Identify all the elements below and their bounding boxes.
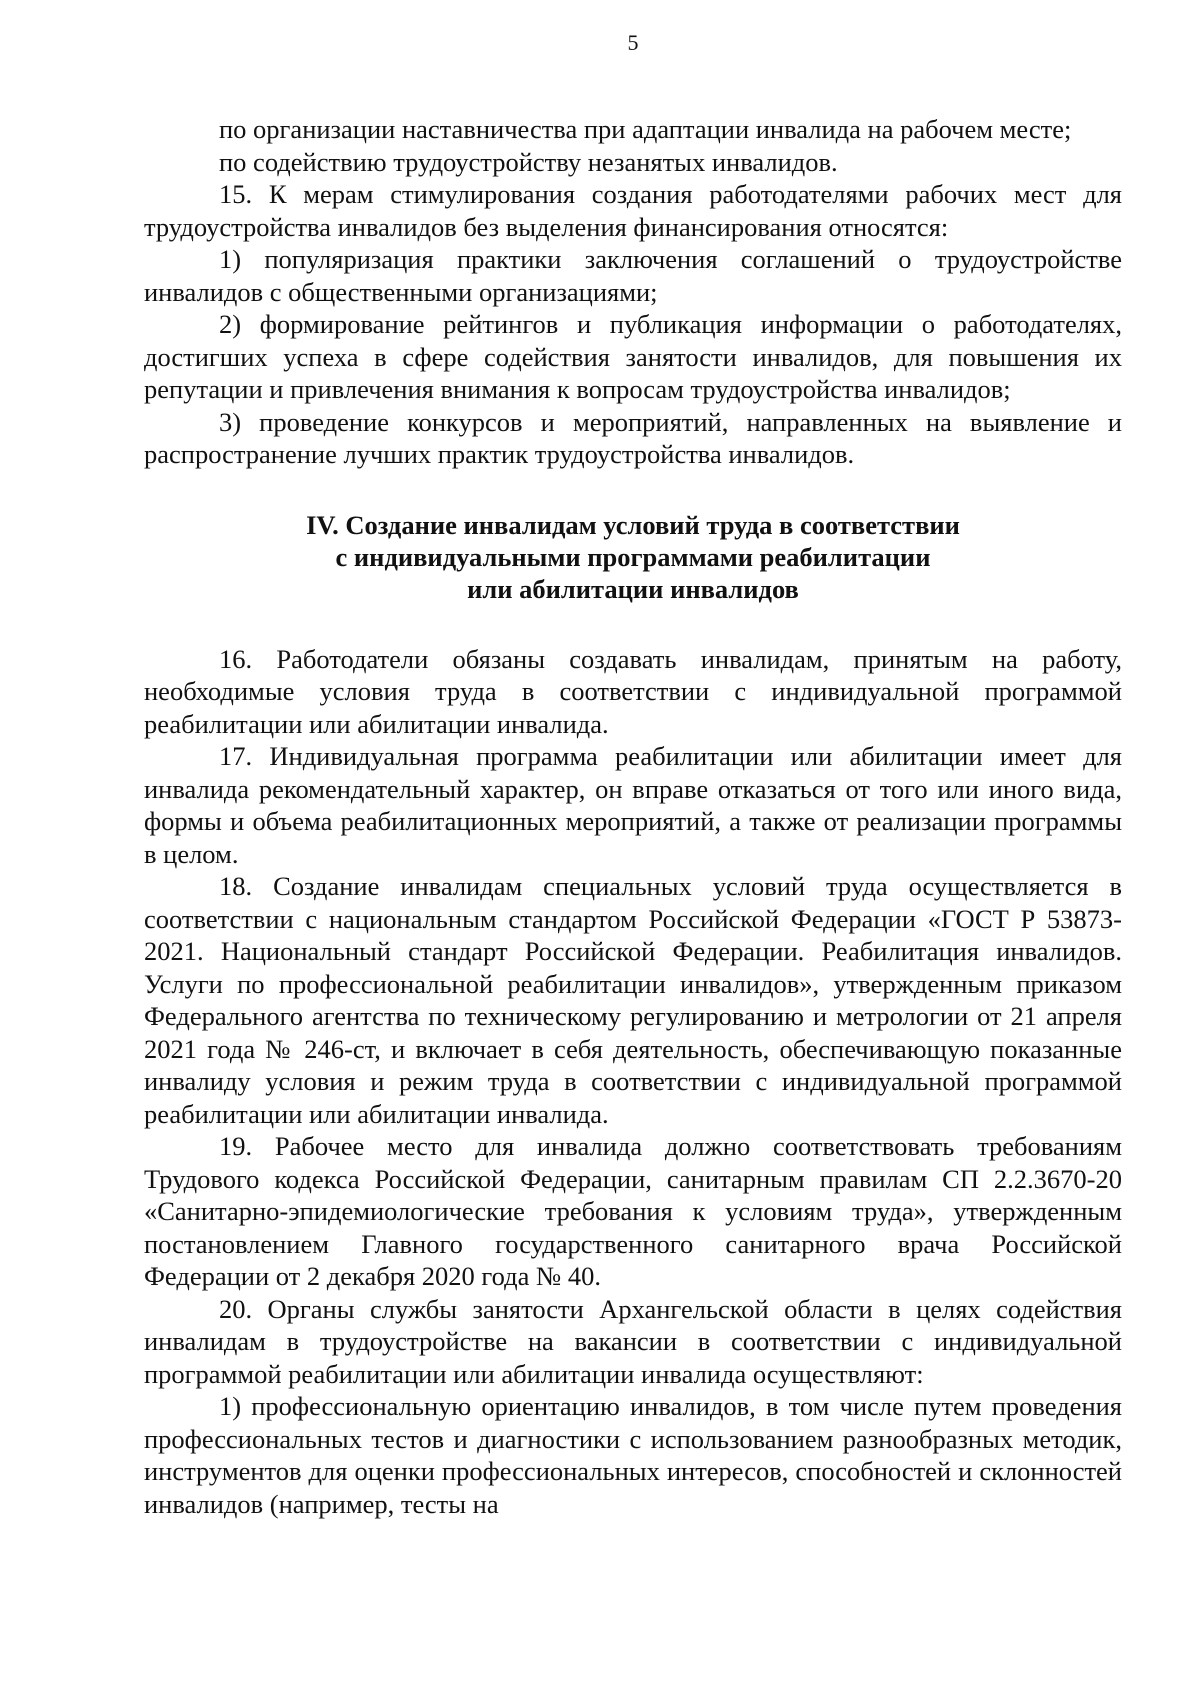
paragraph-18: 18. Создание инвалидам специальных условий труда осуществляется в соответствии с национальным стандартом Российской Федерации «ГОСТ Р 53873-2021. Национальный стандарт Российской Федерации. Реабилитация инвалидов. Услуги по профессиональной реабилитации инвалидов», утвержденным приказом Федерального агентства по техническому регулированию и метрологии от 21 апреля 2021 года № 246-ст, и включает в себя деятельность, обеспечивающую показанные инвалиду условия и режим труда в соответствии с индивидуальной программой реабилитации или абилитации инвалида. xyxy=(144,871,1122,1129)
paragraph-employment-assistance: по содействию трудоустройству незанятых инвалидов. xyxy=(219,146,838,177)
paragraph-15: 15. К мерам стимулирования создания работодателями рабочих мест для трудоустройства инвалидов без выделения финансирования относятся: xyxy=(144,179,1122,242)
section-heading xyxy=(144,509,1122,605)
paragraph-19: 19. Рабочее место для инвалида должно соответствовать требованиям Трудового кодекса Российской Федерации, санитарным правилам СП 2.2.3670-20 «Санитарно-эпидемиологические требования к условиям труда», утвержденным постановлением Главного государственного санитарного врача Российской Федерации от 2 декабря 2020 года № 40. xyxy=(144,1131,1122,1291)
page-number: 5 xyxy=(627,30,639,55)
section-heading-line-3: или абилитации инвалидов xyxy=(467,573,799,604)
paragraph-15-item-1: 1) популяризация практики заключения соглашений о трудоустройстве инвалидов с общественными организациями; xyxy=(144,244,1122,307)
section-heading-line-1: IV. Создание инвалидам условий труда в соответствии xyxy=(306,509,960,540)
paragraph-17: 17. Индивидуальная программа реабилитации или абилитации имеет для инвалида рекомендательный характер, он вправе отказаться от того или иного вида, формы и объема реабилитационных мероприятий, а также от реализации программы в целом. xyxy=(144,741,1122,869)
section-heading-line-2: с индивидуальными программами реабилитации xyxy=(335,541,931,572)
document-body xyxy=(144,113,1122,1520)
paragraph-mentoring: по организации наставничества при адаптации инвалида на рабочем месте; xyxy=(219,114,1072,144)
paragraph-20: 20. Органы службы занятости Архангельской области в целях содействия инвалидам в трудоустройстве на вакансии в соответствии с индивидуальной программой реабилитации или абилитации инвалида осуществляют: xyxy=(144,1293,1122,1389)
paragraph-15-item-3: 3) проведение конкурсов и мероприятий, направленных на выявление и распространение лучших практик трудоустройства инвалидов. xyxy=(144,406,1122,469)
paragraph-20-item-1: 1) профессиональную ориентацию инвалидов, в том числе путем проведения профессиональных тестов и диагностики с использованием разнообразных методик, инструментов для оценки профессиональных интересов, способностей и склонностей инвалидов (например, тесты на xyxy=(144,1391,1122,1519)
paragraph-15-item-2: 2) формирование рейтингов и публикация информации о работодателях, достигших успеха в сфере содействия занятости инвалидов, для повышения их репутации и привлечения внимания к вопросам трудоустройства инвалидов; xyxy=(144,309,1122,404)
paragraph-16: 16. Работодатели обязаны создавать инвалидам, принятым на работу, необходимые условия труда в соответствии с индивидуальной программой реабилитации или абилитации инвалида. xyxy=(144,643,1122,739)
